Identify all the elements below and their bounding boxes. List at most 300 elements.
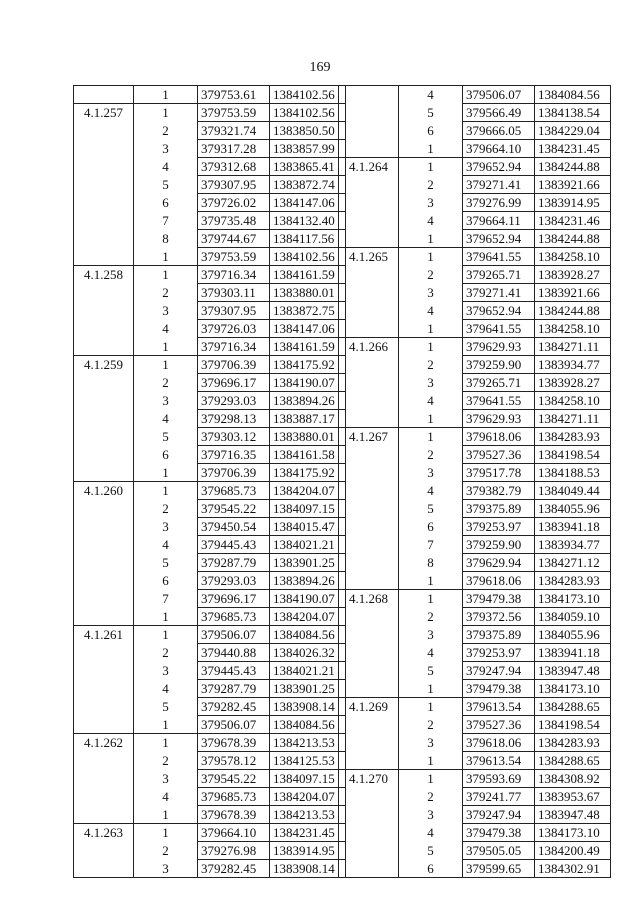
x-coordinate-cell: 379303.11 (198, 284, 270, 302)
x-coordinate-cell: 379685.73 (198, 788, 270, 806)
section-number-cell (339, 230, 399, 248)
point-number-cell: 1 (399, 230, 463, 248)
section-number-cell (74, 374, 134, 392)
y-coordinate-cell: 1384190.07 (270, 374, 346, 392)
y-coordinate-cell: 1384161.59 (270, 266, 346, 284)
y-coordinate-cell: 1384175.92 (270, 356, 346, 374)
point-number-cell: 2 (134, 122, 198, 140)
point-number-cell: 1 (134, 266, 198, 284)
table-row (74, 824, 346, 842)
table-row (339, 158, 611, 176)
y-coordinate-cell: 1383928.27 (535, 266, 611, 284)
x-coordinate-cell: 379678.39 (198, 734, 270, 752)
table-row (339, 626, 611, 644)
y-coordinate-cell: 1384231.45 (535, 140, 611, 158)
y-coordinate-cell: 1384097.15 (270, 770, 346, 788)
section-number-cell (339, 194, 399, 212)
x-coordinate-cell: 379629.93 (463, 410, 535, 428)
table-row (339, 644, 611, 662)
table-row (74, 572, 346, 590)
section-number-cell (339, 824, 399, 842)
x-coordinate-cell: 379629.93 (463, 338, 535, 356)
point-number-cell: 1 (399, 680, 463, 698)
table-row (339, 194, 611, 212)
table-row (339, 104, 611, 122)
y-coordinate-cell: 1384213.53 (270, 806, 346, 824)
section-number-cell (74, 320, 134, 338)
table-row (339, 410, 611, 428)
x-coordinate-cell: 379593.69 (463, 770, 535, 788)
x-coordinate-cell: 379527.36 (463, 446, 535, 464)
y-coordinate-cell: 1383872.75 (270, 302, 346, 320)
section-number-cell: 4.1.258 (74, 266, 134, 284)
section-number-cell (74, 752, 134, 770)
point-number-cell: 3 (399, 284, 463, 302)
coordinates-table-right (338, 85, 611, 878)
y-coordinate-cell: 1384125.53 (270, 752, 346, 770)
point-number-cell: 2 (134, 374, 198, 392)
y-coordinate-cell: 1384283.93 (535, 572, 611, 590)
point-number-cell: 6 (134, 446, 198, 464)
point-number-cell: 1 (399, 590, 463, 608)
y-coordinate-cell: 1384283.93 (535, 428, 611, 446)
x-coordinate-cell: 379685.73 (198, 482, 270, 500)
x-coordinate-cell: 379652.94 (463, 302, 535, 320)
y-coordinate-cell: 1383857.99 (270, 140, 346, 158)
point-number-cell: 4 (134, 410, 198, 428)
section-number-cell (339, 176, 399, 194)
point-number-cell: 3 (134, 860, 198, 878)
section-number-cell (339, 554, 399, 572)
y-coordinate-cell: 1384204.07 (270, 788, 346, 806)
section-number-cell (74, 554, 134, 572)
table-row (339, 590, 611, 608)
y-coordinate-cell: 1383921.66 (535, 284, 611, 302)
section-number-cell (339, 212, 399, 230)
section-number-cell (339, 536, 399, 554)
y-coordinate-cell: 1384229.04 (535, 122, 611, 140)
y-coordinate-cell: 1384049.44 (535, 482, 611, 500)
x-coordinate-cell: 379293.03 (198, 572, 270, 590)
table-row (339, 464, 611, 482)
point-number-cell: 7 (134, 590, 198, 608)
table-row (74, 428, 346, 446)
y-coordinate-cell: 1384231.46 (535, 212, 611, 230)
table-row (74, 410, 346, 428)
x-coordinate-cell: 379666.05 (463, 122, 535, 140)
point-number-cell: 1 (134, 356, 198, 374)
x-coordinate-cell: 379696.17 (198, 590, 270, 608)
section-number-cell (74, 518, 134, 536)
table-row (74, 356, 346, 374)
x-coordinate-cell: 379706.39 (198, 464, 270, 482)
y-coordinate-cell: 1383934.77 (535, 536, 611, 554)
y-coordinate-cell: 1383880.01 (270, 428, 346, 446)
point-number-cell: 6 (399, 122, 463, 140)
x-coordinate-cell: 379253.97 (463, 644, 535, 662)
y-coordinate-cell: 1384283.93 (535, 734, 611, 752)
table-row (339, 554, 611, 572)
y-coordinate-cell: 1384258.10 (535, 320, 611, 338)
x-coordinate-cell: 379618.06 (463, 572, 535, 590)
table-row (74, 860, 346, 878)
section-number-cell (74, 392, 134, 410)
x-coordinate-cell: 379445.43 (198, 662, 270, 680)
table-row (339, 608, 611, 626)
point-number-cell: 4 (134, 680, 198, 698)
x-coordinate-cell: 379578.12 (198, 752, 270, 770)
table-row (74, 248, 346, 266)
section-number-cell (74, 428, 134, 446)
section-number-cell (74, 680, 134, 698)
section-number-cell (339, 500, 399, 518)
section-number-cell (74, 860, 134, 878)
y-coordinate-cell: 1384059.10 (535, 608, 611, 626)
section-number-cell (339, 320, 399, 338)
y-coordinate-cell: 1383894.26 (270, 572, 346, 590)
x-coordinate-cell: 379641.55 (463, 320, 535, 338)
point-number-cell: 4 (399, 212, 463, 230)
x-coordinate-cell: 379312.68 (198, 158, 270, 176)
y-coordinate-cell: 1384190.07 (270, 590, 346, 608)
x-coordinate-cell: 379716.35 (198, 446, 270, 464)
section-number-cell (74, 122, 134, 140)
y-coordinate-cell: 1384055.96 (535, 500, 611, 518)
page-number: 169 (309, 60, 331, 75)
section-number-cell (74, 644, 134, 662)
section-number-cell (74, 86, 134, 104)
y-coordinate-cell: 1383914.95 (535, 194, 611, 212)
y-coordinate-cell: 1383941.18 (535, 518, 611, 536)
table-row (339, 482, 611, 500)
point-number-cell: 3 (134, 140, 198, 158)
table-row (74, 680, 346, 698)
section-number-cell (339, 374, 399, 392)
x-coordinate-cell: 379527.36 (463, 716, 535, 734)
table-row (339, 140, 611, 158)
table-row (74, 230, 346, 248)
y-coordinate-cell: 1383908.14 (270, 860, 346, 878)
section-number-cell (74, 788, 134, 806)
y-coordinate-cell: 1384198.54 (535, 446, 611, 464)
point-number-cell: 5 (134, 176, 198, 194)
section-number-cell: 4.1.266 (339, 338, 399, 356)
table-row (339, 338, 611, 356)
y-coordinate-cell: 1384271.11 (535, 338, 611, 356)
section-number-cell (74, 194, 134, 212)
point-number-cell: 1 (134, 464, 198, 482)
x-coordinate-cell: 379479.38 (463, 824, 535, 842)
table-row (74, 176, 346, 194)
point-number-cell: 3 (134, 392, 198, 410)
y-coordinate-cell: 1384097.15 (270, 500, 346, 518)
y-coordinate-cell: 1383947.48 (535, 662, 611, 680)
section-number-cell (74, 806, 134, 824)
point-number-cell: 1 (399, 320, 463, 338)
point-number-cell: 1 (134, 626, 198, 644)
table-row (74, 500, 346, 518)
point-number-cell: 2 (399, 446, 463, 464)
table-row (74, 302, 346, 320)
y-coordinate-cell: 1383865.41 (270, 158, 346, 176)
section-number-cell (339, 662, 399, 680)
x-coordinate-cell: 379664.11 (463, 212, 535, 230)
x-coordinate-cell: 379506.07 (198, 626, 270, 644)
table-row (74, 536, 346, 554)
x-coordinate-cell: 379613.54 (463, 698, 535, 716)
section-number-cell (74, 212, 134, 230)
point-number-cell: 5 (399, 500, 463, 518)
table-row (74, 752, 346, 770)
y-coordinate-cell: 1384021.21 (270, 536, 346, 554)
table-row (74, 698, 346, 716)
x-coordinate-cell: 379641.55 (463, 248, 535, 266)
y-coordinate-cell: 1383934.77 (535, 356, 611, 374)
section-number-cell (339, 140, 399, 158)
y-coordinate-cell: 1384102.56 (270, 86, 346, 104)
point-number-cell: 4 (134, 158, 198, 176)
x-coordinate-cell: 379479.38 (463, 590, 535, 608)
x-coordinate-cell: 379652.94 (463, 230, 535, 248)
x-coordinate-cell: 379287.79 (198, 680, 270, 698)
section-number-cell (74, 410, 134, 428)
x-coordinate-cell: 379479.38 (463, 680, 535, 698)
point-number-cell: 1 (399, 158, 463, 176)
table-row (74, 716, 346, 734)
point-number-cell: 2 (399, 356, 463, 374)
table-row (339, 446, 611, 464)
section-number-cell (339, 392, 399, 410)
x-coordinate-cell: 379259.90 (463, 536, 535, 554)
y-coordinate-cell: 1383901.25 (270, 554, 346, 572)
table-row (339, 788, 611, 806)
table-row (74, 320, 346, 338)
table-row (339, 176, 611, 194)
x-coordinate-cell: 379618.06 (463, 428, 535, 446)
point-number-cell: 1 (399, 410, 463, 428)
point-number-cell: 4 (134, 788, 198, 806)
table-row (74, 284, 346, 302)
x-coordinate-cell: 379307.95 (198, 176, 270, 194)
x-coordinate-cell: 379298.13 (198, 410, 270, 428)
section-number-cell (74, 590, 134, 608)
y-coordinate-cell: 1384198.54 (535, 716, 611, 734)
point-number-cell: 1 (134, 806, 198, 824)
table-row (74, 212, 346, 230)
x-coordinate-cell: 379259.90 (463, 356, 535, 374)
section-number-cell (339, 284, 399, 302)
point-number-cell: 5 (399, 662, 463, 680)
x-coordinate-cell: 379566.49 (463, 104, 535, 122)
point-number-cell: 2 (399, 716, 463, 734)
table-row (74, 734, 346, 752)
point-number-cell: 5 (134, 428, 198, 446)
x-coordinate-cell: 379247.94 (463, 662, 535, 680)
y-coordinate-cell: 1383908.14 (270, 698, 346, 716)
section-number-cell (339, 734, 399, 752)
section-number-cell (339, 86, 399, 104)
y-coordinate-cell: 1383941.18 (535, 644, 611, 662)
table-row (339, 86, 611, 104)
table-row (74, 662, 346, 680)
table-row (74, 140, 346, 158)
x-coordinate-cell: 379375.89 (463, 626, 535, 644)
x-coordinate-cell: 379706.39 (198, 356, 270, 374)
section-number-cell (339, 104, 399, 122)
section-number-cell (339, 644, 399, 662)
y-coordinate-cell: 1384175.92 (270, 464, 346, 482)
y-coordinate-cell: 1384213.53 (270, 734, 346, 752)
point-number-cell: 1 (399, 770, 463, 788)
x-coordinate-cell: 379517.78 (463, 464, 535, 482)
point-number-cell: 8 (134, 230, 198, 248)
table-row (339, 752, 611, 770)
section-number-cell (74, 158, 134, 176)
table-row (339, 284, 611, 302)
table-row (339, 680, 611, 698)
x-coordinate-cell: 379685.73 (198, 608, 270, 626)
y-coordinate-cell: 1384173.10 (535, 824, 611, 842)
y-coordinate-cell: 1383880.01 (270, 284, 346, 302)
point-number-cell: 5 (134, 698, 198, 716)
point-number-cell: 3 (134, 518, 198, 536)
point-number-cell: 3 (134, 770, 198, 788)
table-row (74, 266, 346, 284)
section-number-cell (74, 284, 134, 302)
y-coordinate-cell: 1384308.92 (535, 770, 611, 788)
y-coordinate-cell: 1384188.53 (535, 464, 611, 482)
table-row (74, 374, 346, 392)
point-number-cell: 1 (399, 428, 463, 446)
table-row (339, 716, 611, 734)
section-number-cell (339, 266, 399, 284)
y-coordinate-cell: 1384161.58 (270, 446, 346, 464)
x-coordinate-cell: 379372.56 (463, 608, 535, 626)
point-number-cell: 5 (399, 842, 463, 860)
point-number-cell: 1 (134, 734, 198, 752)
x-coordinate-cell: 379664.10 (463, 140, 535, 158)
section-number-cell (339, 806, 399, 824)
point-number-cell: 3 (399, 374, 463, 392)
y-coordinate-cell: 1383872.74 (270, 176, 346, 194)
point-number-cell: 4 (399, 824, 463, 842)
table-row (339, 698, 611, 716)
table-row (74, 788, 346, 806)
table-row (74, 86, 346, 104)
section-number-cell (339, 572, 399, 590)
section-number-cell (339, 356, 399, 374)
point-number-cell: 1 (399, 572, 463, 590)
section-number-cell: 4.1.259 (74, 356, 134, 374)
y-coordinate-cell: 1384147.06 (270, 320, 346, 338)
table-row (74, 194, 346, 212)
section-number-cell: 4.1.268 (339, 590, 399, 608)
point-number-cell: 2 (399, 608, 463, 626)
section-number-cell (339, 302, 399, 320)
x-coordinate-cell: 379303.12 (198, 428, 270, 446)
table-row (339, 248, 611, 266)
y-coordinate-cell: 1383921.66 (535, 176, 611, 194)
table-row (74, 806, 346, 824)
table-row (339, 212, 611, 230)
y-coordinate-cell: 1384147.06 (270, 194, 346, 212)
table-row (339, 860, 611, 878)
y-coordinate-cell: 1384244.88 (535, 230, 611, 248)
x-coordinate-cell: 379317.28 (198, 140, 270, 158)
section-number-cell (74, 446, 134, 464)
table-row (74, 482, 346, 500)
y-coordinate-cell: 1383928.27 (535, 374, 611, 392)
y-coordinate-cell: 1384271.12 (535, 554, 611, 572)
x-coordinate-cell: 379545.22 (198, 500, 270, 518)
x-coordinate-cell: 379505.05 (463, 842, 535, 860)
table-row (339, 806, 611, 824)
section-number-cell (339, 716, 399, 734)
x-coordinate-cell: 379450.54 (198, 518, 270, 536)
table-row (74, 608, 346, 626)
y-coordinate-cell: 1384258.10 (535, 392, 611, 410)
point-number-cell: 1 (134, 338, 198, 356)
table-row (74, 122, 346, 140)
x-coordinate-cell: 379506.07 (463, 86, 535, 104)
y-coordinate-cell: 1384302.91 (535, 860, 611, 878)
point-number-cell: 1 (399, 698, 463, 716)
section-number-cell (74, 248, 134, 266)
table-row (339, 824, 611, 842)
section-number-cell (339, 842, 399, 860)
x-coordinate-cell: 379753.59 (198, 104, 270, 122)
table-row (339, 392, 611, 410)
x-coordinate-cell: 379265.71 (463, 266, 535, 284)
coordinates-table-left (73, 85, 346, 878)
point-number-cell: 2 (134, 842, 198, 860)
section-number-cell: 4.1.264 (339, 158, 399, 176)
x-coordinate-cell: 379282.45 (198, 860, 270, 878)
point-number-cell: 6 (399, 518, 463, 536)
point-number-cell: 5 (134, 554, 198, 572)
x-coordinate-cell: 379753.61 (198, 86, 270, 104)
y-coordinate-cell: 1384244.88 (535, 158, 611, 176)
x-coordinate-cell: 379618.06 (463, 734, 535, 752)
section-number-cell (339, 680, 399, 698)
y-coordinate-cell: 1384021.21 (270, 662, 346, 680)
point-number-cell: 6 (399, 860, 463, 878)
point-number-cell: 3 (134, 662, 198, 680)
x-coordinate-cell: 379753.59 (198, 248, 270, 266)
table-row (339, 428, 611, 446)
point-number-cell: 2 (134, 644, 198, 662)
y-coordinate-cell: 1384288.65 (535, 752, 611, 770)
point-number-cell: 4 (399, 392, 463, 410)
y-coordinate-cell: 1383901.25 (270, 680, 346, 698)
point-number-cell: 4 (399, 302, 463, 320)
section-number-cell (339, 788, 399, 806)
point-number-cell: 1 (134, 716, 198, 734)
table-row (74, 518, 346, 536)
section-number-cell: 4.1.265 (339, 248, 399, 266)
section-number-cell (74, 464, 134, 482)
x-coordinate-cell: 379440.88 (198, 644, 270, 662)
table-row (74, 590, 346, 608)
x-coordinate-cell: 379247.94 (463, 806, 535, 824)
table-row (339, 356, 611, 374)
y-coordinate-cell: 1384258.10 (535, 248, 611, 266)
table-row (339, 500, 611, 518)
section-number-cell (74, 662, 134, 680)
section-number-cell (74, 338, 134, 356)
point-number-cell: 6 (134, 572, 198, 590)
y-coordinate-cell: 1383887.17 (270, 410, 346, 428)
